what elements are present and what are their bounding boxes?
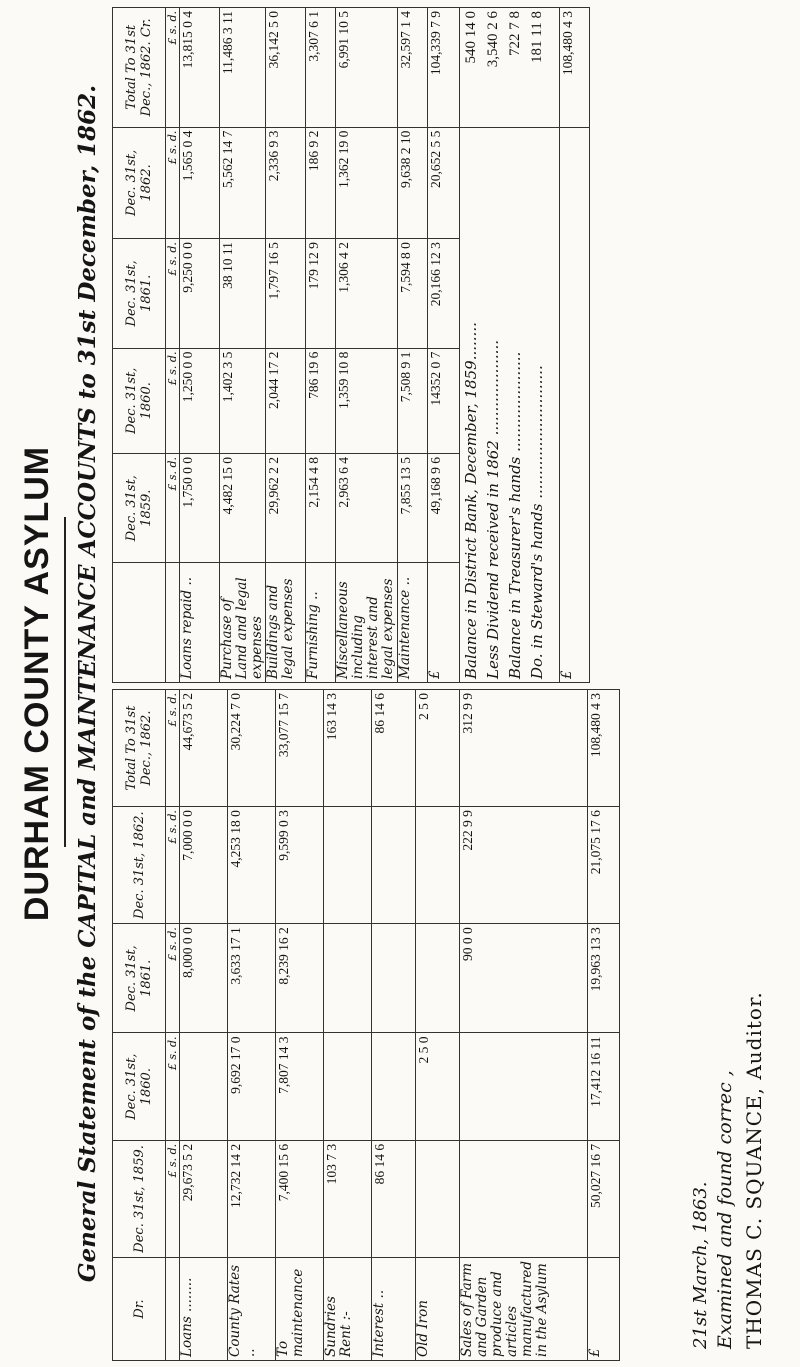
credit-grand-total-row: £ 108,480 4 3 <box>560 8 590 683</box>
lsd-unit: £ s. d. <box>166 1033 180 1140</box>
credit-lsd-row <box>166 8 180 683</box>
amount-cell <box>324 1033 372 1140</box>
credit-row-miscellaneous <box>336 8 398 683</box>
credit-header-1859: Dec. 31st, 1859. <box>113 453 166 562</box>
debit-lsd-row <box>166 690 180 1361</box>
amount-cell: 1,750 0 0 <box>180 453 220 562</box>
debit-totals-row: £ 50,027 16 7 17,412 16 11 19,963 13 3 21,075 17 6 108,480 4 3 <box>588 690 620 1361</box>
amount-cell: 186 9 2 <box>306 127 336 238</box>
debit-row-maintenance <box>276 690 324 1361</box>
amount-cell: 786 19 6 <box>306 348 336 453</box>
amount-cell: 9,692 17 0 <box>228 1033 276 1140</box>
row-label: Old Iron <box>416 1257 460 1360</box>
amount-cell: 2 5 0 <box>416 1033 460 1140</box>
amount-cell <box>460 1140 588 1257</box>
amount-cell: 86 14 6 <box>372 690 416 807</box>
credit-header-1860: Dec. 31st, 1860. <box>113 348 166 453</box>
balance-value: 540 14 0 <box>463 11 479 64</box>
amount-cell: 29,962 2 2 <box>266 453 306 562</box>
credit-header-1862: Dec. 31st, 1862. <box>113 127 166 238</box>
lsd-unit: £ s. d. <box>166 127 180 238</box>
lsd-unit: £ s. d. <box>166 690 180 807</box>
amount-cell: 5,562 14 7 <box>220 127 266 238</box>
credit-row-loans-repaid <box>180 8 220 683</box>
row-label: Buildings and legal expenses <box>266 563 306 683</box>
total-cell: 19,963 13 3 <box>588 924 620 1033</box>
credit-header-1861: Dec. 31st, 1861. <box>113 239 166 348</box>
debit-header-row <box>113 690 166 1361</box>
row-label: Miscellaneous including interest and legal expenses <box>336 563 398 683</box>
amount-cell: 312 9 9 <box>460 690 588 807</box>
footer-examined: Examined and found correc , <box>714 1070 736 1349</box>
amount-cell <box>324 807 372 924</box>
amount-cell: 33,077 15 7 <box>276 690 324 807</box>
amount-cell <box>324 924 372 1033</box>
amount-cell: 1,362 19 0 <box>336 127 398 238</box>
balance-value: 3,540 2 6 <box>485 11 501 68</box>
debit-header-1859: Dec. 31st, 1859. <box>113 1140 166 1257</box>
amount-cell <box>416 807 460 924</box>
total-cell: 21,075 17 6 <box>588 807 620 924</box>
amount-cell: 32,597 1 4 <box>398 8 428 128</box>
amount-cell: 7,400 15 6 <box>276 1140 324 1257</box>
debit-row-county-rates <box>228 690 276 1361</box>
amount-cell: 3,633 17 1 <box>228 924 276 1033</box>
amount-cell: 6,991 10 5 <box>336 8 398 128</box>
lsd-unit: £ s. d. <box>166 453 180 562</box>
total-cell: 108,480 4 3 <box>588 690 620 807</box>
total-cell: 20,166 12 3 <box>428 239 460 348</box>
credit-cr-label: Cr. <box>139 18 154 38</box>
debit-row-sales <box>460 690 588 1361</box>
row-label: Purchase of Land and legal expenses <box>220 563 266 683</box>
credit-account-table <box>112 7 590 683</box>
row-label: Sundries Rent :- <box>324 1257 372 1360</box>
balance-value: 181 11 8 <box>529 11 545 63</box>
grand-total-cell: 108,480 4 3 <box>560 8 590 128</box>
amount-cell: 222 9 9 <box>460 807 588 924</box>
row-label: Interest .. <box>372 1257 416 1360</box>
amount-cell: 1,306 4 2 <box>336 239 398 348</box>
credit-row-maintenance <box>398 8 428 683</box>
amount-cell: 9,250 0 0 <box>180 239 220 348</box>
amount-cell: 90 0 0 <box>460 924 588 1033</box>
amount-cell: 1,402 3 5 <box>220 348 266 453</box>
amount-cell: 2,336 9 3 <box>266 127 306 238</box>
amount-cell: 7,807 14 3 <box>276 1033 324 1140</box>
debit-header-1860: Dec. 31st, 1860. <box>113 1033 166 1140</box>
lsd-unit: £ s. d. <box>166 8 180 128</box>
amount-cell: 4,482 15 0 <box>220 453 266 562</box>
amount-cell: 11,486 3 11 <box>220 8 266 128</box>
debit-header-1861: Dec. 31st, 1861. <box>113 924 166 1033</box>
total-cell: 20,652 5 5 <box>428 127 460 238</box>
amount-cell: 2 5 0 <box>416 690 460 807</box>
lsd-unit: £ s. d. <box>166 807 180 924</box>
amount-cell: 2,044 17 2 <box>266 348 306 453</box>
amount-cell <box>416 924 460 1033</box>
amount-cell <box>372 807 416 924</box>
amount-cell <box>416 1140 460 1257</box>
amount-cell: 36,142 5 0 <box>266 8 306 128</box>
row-label: Loans repaid .. <box>180 563 220 683</box>
total-cell: 104,339 7 9 <box>428 8 460 128</box>
debit-row-sundries-rent <box>324 690 372 1361</box>
amount-cell: 9,599 0 3 <box>276 807 324 924</box>
total-cell: 17,412 16 11 <box>588 1033 620 1140</box>
credit-header-total: Total To 31st Dec., 1862. Cr. <box>113 8 166 128</box>
credit-row-buildings <box>266 8 306 683</box>
amount-cell: 1,359 10 8 <box>336 348 398 453</box>
row-label: Furnishing .. <box>306 563 336 683</box>
credit-header-row <box>113 8 166 683</box>
credit-row-purchase-of-land <box>220 8 266 683</box>
title-underline <box>64 517 66 847</box>
amount-cell: 2,154 4 8 <box>306 453 336 562</box>
row-label: County Rates .. <box>228 1257 276 1360</box>
balance-label: Do. in Steward's hands ............................ <box>528 365 546 679</box>
debit-dr-label: Dr. <box>113 1257 166 1360</box>
amount-cell: 1,250 0 0 <box>180 348 220 453</box>
row-label: Sales of Farm and Garden produce and articles manufactured in the Asylum <box>460 1257 588 1360</box>
balance-label: Balance in District Bank, December, 1859........ <box>462 322 480 679</box>
lsd-unit: £ s. d. <box>166 348 180 453</box>
amount-cell: 2,963 6 4 <box>336 453 398 562</box>
debit-row-old-iron <box>416 690 460 1361</box>
lsd-unit: £ s. d. <box>166 239 180 348</box>
amount-cell: 8,000 0 0 <box>180 924 228 1033</box>
row-label: To maintenance <box>276 1257 324 1360</box>
amount-cell: 103 7 3 <box>324 1140 372 1257</box>
row-label: Maintenance .. <box>398 563 428 683</box>
debit-header-1862: Dec. 31st, 1862. <box>113 807 166 924</box>
amount-cell: 38 10 11 <box>220 239 266 348</box>
debit-account-table <box>112 689 620 1361</box>
footer-date: 21st March, 1863. <box>690 1181 711 1349</box>
amount-cell: 1,565 0 4 <box>180 127 220 238</box>
credit-blank-header <box>113 563 166 683</box>
debit-row-interest <box>372 690 416 1361</box>
credit-balances-row <box>460 8 560 683</box>
lsd-unit: £ s. d. <box>166 924 180 1033</box>
amount-cell: 3,307 6 1 <box>306 8 336 128</box>
total-cell: 49,168 9 6 <box>428 453 460 562</box>
row-label: Loans ........ <box>180 1257 228 1360</box>
amount-cell <box>180 1033 228 1140</box>
amount-cell: 7,508 9 1 <box>398 348 428 453</box>
lsd-unit: £ s. d. <box>166 1140 180 1257</box>
debit-header-total: Total To 31st Dec., 1862. <box>113 690 166 807</box>
amount-cell: 163 14 3 <box>324 690 372 807</box>
document-subtitle: General Statement of the CAPITAL and MAINTENANCE ACCOUNTS to 31st December, 1862. <box>74 84 101 1283</box>
amount-cell <box>372 1033 416 1140</box>
document-title: DURHAM COUNTY ASYLUM <box>18 445 56 922</box>
amount-cell: 8,239 16 2 <box>276 924 324 1033</box>
total-cell: 14352 0 7 <box>428 348 460 453</box>
footer-auditor: THOMAS C. SQUANCE, Auditor. <box>742 991 766 1349</box>
balance-value: 722 7 8 <box>507 11 523 56</box>
amount-cell: 30,224 7 0 <box>228 690 276 807</box>
total-cell: 50,027 16 7 <box>588 1140 620 1257</box>
amount-cell: 7,594 8 0 <box>398 239 428 348</box>
amount-cell <box>460 1033 588 1140</box>
amount-cell: 29,673 5 2 <box>180 1140 228 1257</box>
amount-cell: 44,673 5 2 <box>180 690 228 807</box>
amount-cell: 9,638 2 10 <box>398 127 428 238</box>
debit-row-loans <box>180 690 228 1361</box>
amount-cell: 7,855 13 5 <box>398 453 428 562</box>
amount-cell: 12,732 14 2 <box>228 1140 276 1257</box>
amount-cell: 179 12 9 <box>306 239 336 348</box>
balance-label: Less Dividend received in 1862 .................... <box>484 340 502 679</box>
amount-cell: 7,000 0 0 <box>180 807 228 924</box>
credit-row-furnishing <box>306 8 336 683</box>
balance-label: Balance in Treasurer's hands ..................... <box>506 351 524 679</box>
credit-totals-row: £ 49,168 9 6 14352 0 7 20,166 12 3 20,652 5 5 104,339 7 9 <box>428 8 460 683</box>
amount-cell: 1,797 16 5 <box>266 239 306 348</box>
amount-cell: 13,815 0 4 <box>180 8 220 128</box>
amount-cell: 4,253 18 0 <box>228 807 276 924</box>
amount-cell: 86 14 6 <box>372 1140 416 1257</box>
amount-cell <box>372 924 416 1033</box>
